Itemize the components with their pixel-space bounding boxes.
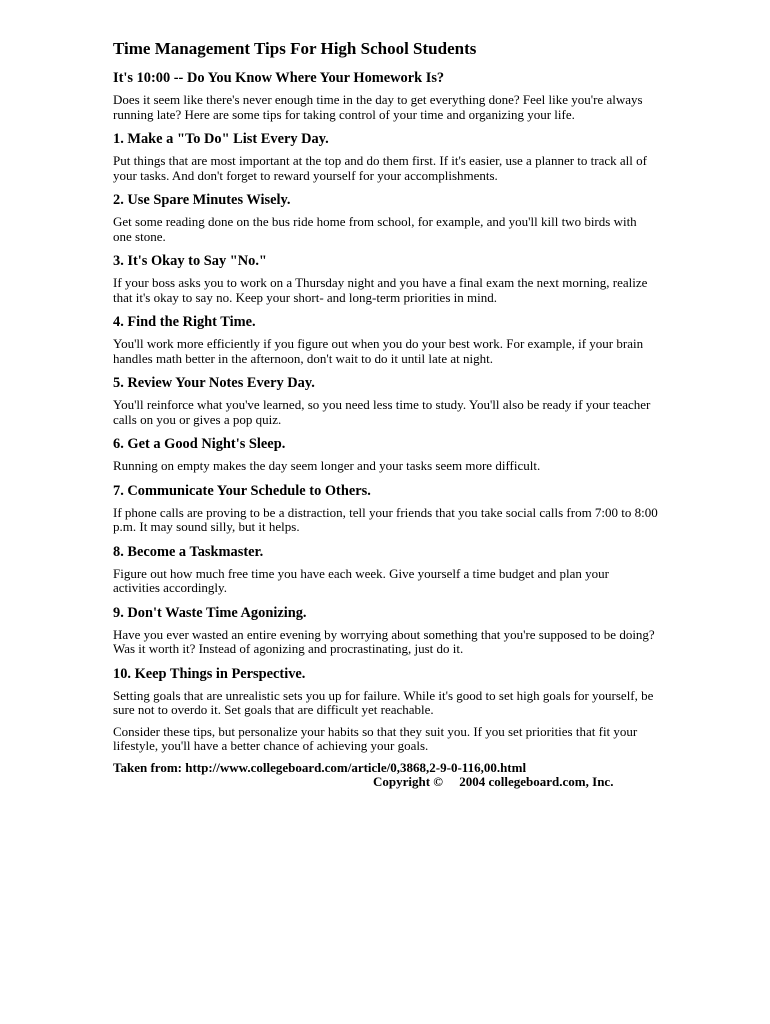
tip-body: Have you ever wasted an entire evening by worrying about something that you're supposed to be doing? Was it worth it? Instead of agonizing and procrastinating, just do it.: [113, 626, 655, 656]
document-page: [113, 38, 658, 790]
tip-heading: 9. Don't Waste Time Agonizing.: [113, 604, 307, 621]
tip-body: If your boss asks you to work on a Thursday night and you have a final exam the next morning, realize that it's okay to say no. Keep your short- and long-term priorities in mind.: [113, 275, 648, 305]
tip-section-4: [113, 313, 658, 366]
tip-body: You'll reinforce what you've learned, so you need less time to study. You'll also be ready if your teacher calls on you or gives a pop quiz.: [113, 397, 651, 427]
tip-body: Put things that are most important at the top and do them first. If it's easier, use a planner to track all of your tasks. And don't forget to reward yourself for your accomplishments.: [113, 153, 647, 183]
document-title: Time Management Tips For High School Students: [113, 39, 477, 58]
tip-body: Get some reading done on the bus ride home from school, for example, and you'll kill two birds with one stone.: [113, 214, 637, 244]
tip-section-3: [113, 252, 658, 305]
copyright-notice: Copyright © 2004 collegeboard.com, Inc.: [373, 774, 614, 789]
tip-body: If phone calls are proving to be a distraction, tell your friends that you take social calls from 7:00 to 8:00 p.m. It may sound silly, but it helps.: [113, 504, 658, 534]
tip-section-1: [113, 130, 658, 183]
tip-section-2: [113, 191, 658, 244]
tip-heading: 10. Keep Things in Perspective.: [113, 665, 306, 682]
tip-body: Setting goals that are unrealistic sets you up for failure. While it's good to set high goals for yourself, be sure not to overdo it. Set goals that are difficult yet reachable.: [113, 687, 654, 717]
tip-heading: 2. Use Spare Minutes Wisely.: [113, 192, 291, 208]
tip-section-10: [113, 665, 658, 718]
tip-section-9: [113, 604, 658, 657]
source-citation: Taken from: http://www.collegeboard.com/article/0,3868,2-9-0-116,00.html: [113, 759, 527, 775]
tip-heading: 6. Get a Good Night's Sleep.: [113, 436, 286, 452]
closing-paragraph: Consider these tips, but personalize your habits so that they suit you. If you set priorities that fit your lifestyle, you'll have a better chance of achieving your goals.: [113, 723, 638, 753]
tip-section-5: [113, 374, 658, 427]
tip-body: Figure out how much free time you have each week. Give yourself a time budget and plan your activities accordingly.: [113, 565, 610, 595]
tip-section-8: [113, 543, 658, 596]
tip-heading: 1. Make a "To Do" List Every Day.: [113, 131, 329, 147]
tip-body: Running on empty makes the day seem longer and your tasks seem more difficult.: [113, 458, 541, 473]
tip-heading: 3. It's Okay to Say "No.": [113, 253, 267, 269]
tip-heading: 7. Communicate Your Schedule to Others.: [113, 482, 371, 499]
tip-heading: 4. Find the Right Time.: [113, 314, 256, 330]
intro-paragraph: Does it seem like there's never enough time in the day to get everything done? Feel like you're always running late? Here are some tips for taking control of your time and organizing your life.: [113, 92, 643, 122]
tip-body: You'll work more efficiently if you figure out when you do your best work. For example, if your brain handles math better in the afternoon, don't wait to do it until late at night.: [113, 336, 644, 366]
tip-heading: 5. Review Your Notes Every Day.: [113, 375, 315, 391]
tip-section-6: [113, 435, 658, 474]
document-subtitle: It's 10:00 -- Do You Know Where Your Homework Is?: [113, 70, 445, 86]
tip-heading: 8. Become a Taskmaster.: [113, 543, 264, 560]
tip-section-7: [113, 482, 658, 535]
